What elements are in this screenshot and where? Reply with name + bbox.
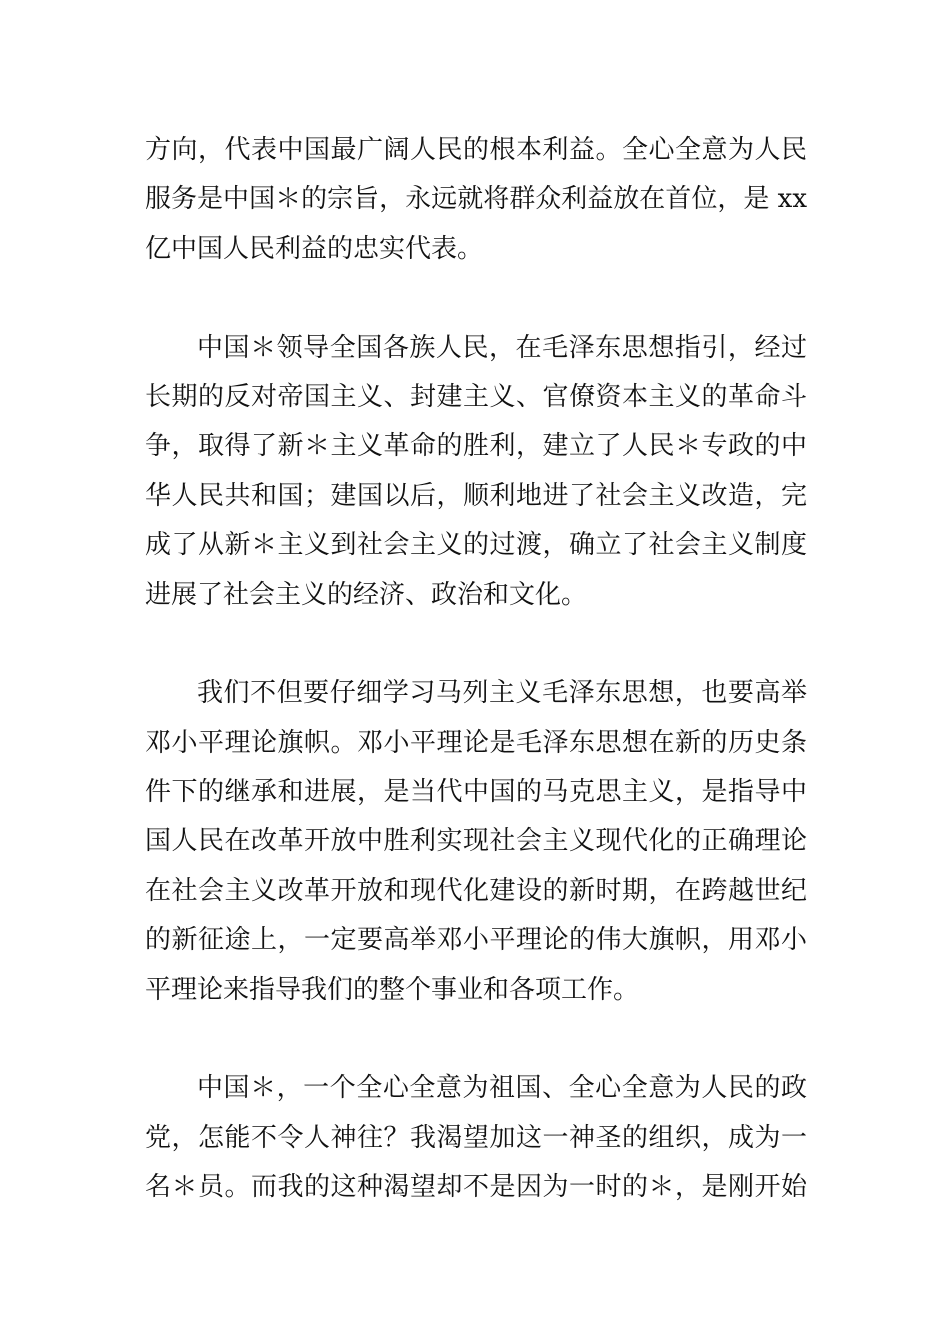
paragraph-spacer (145, 274, 807, 323)
text-line: 在社会主义改革开放和现代化建设的新时期，在跨越世纪 (145, 875, 807, 906)
text-line: 党，怎能不令人神往？我渴望加这一神圣的组织，成为一 (145, 1122, 807, 1153)
paragraph-4 (145, 1064, 807, 1212)
text-line: 平理论来指导我们的整个事业和各项工作。 (145, 974, 640, 1005)
text-line: 华人民共和国；建国以后，顺利地进了社会主义改造，完 (145, 480, 807, 511)
text-line: 中国＊，一个全心全意为祖国、全心全意为人民的政 (197, 1073, 807, 1104)
text-line: 方向，代表中国最广阔人民的根本利益。全心全意为人民 (145, 135, 807, 165)
text-line: 件下的继承和进展，是当代中国的马克思主义，是指导中 (145, 777, 807, 808)
text-line: 邓小平理论旗帜。邓小平理论是毛泽东思想在新的历史条 (145, 727, 807, 758)
paragraph-spacer (145, 1015, 807, 1064)
text-line: 进展了社会主义的经济、政治和文化。 (145, 579, 588, 610)
text-line: 服务是中国＊的宗旨，永远就将群众利益放在首位，是 xx (145, 184, 807, 215)
text-line: 中国＊领导全国各族人民，在毛泽东思想指引，经过 (197, 332, 807, 363)
paragraph-2 (145, 324, 807, 620)
text-line: 名＊员。而我的这种渴望却不是因为一时的＊，是刚开始 (145, 1172, 807, 1203)
paragraph-1 (145, 126, 807, 274)
text-line: 长期的反对帝国主义、封建主义、官僚资本主义的革命斗 (145, 381, 807, 412)
text-line: 国人民在改革开放中胜利实现社会主义现代化的正确理论 (145, 826, 807, 857)
text-line: 我们不但要仔细学习马列主义毛泽东思想，也要高举 (197, 678, 807, 709)
text-line: 成了从新＊主义到社会主义的过渡，确立了社会主义制度 (145, 530, 807, 561)
paragraph-spacer (145, 620, 807, 669)
text-line: 亿中国人民利益的忠实代表。 (145, 233, 484, 264)
text-line: 的新征途上，一定要高举邓小平理论的伟大旗帜，用邓小 (145, 925, 807, 956)
paragraph-3 (145, 669, 807, 1015)
document-body (145, 126, 807, 1213)
text-line: 争，取得了新＊主义革命的胜利，建立了人民＊专政的中 (145, 431, 807, 462)
